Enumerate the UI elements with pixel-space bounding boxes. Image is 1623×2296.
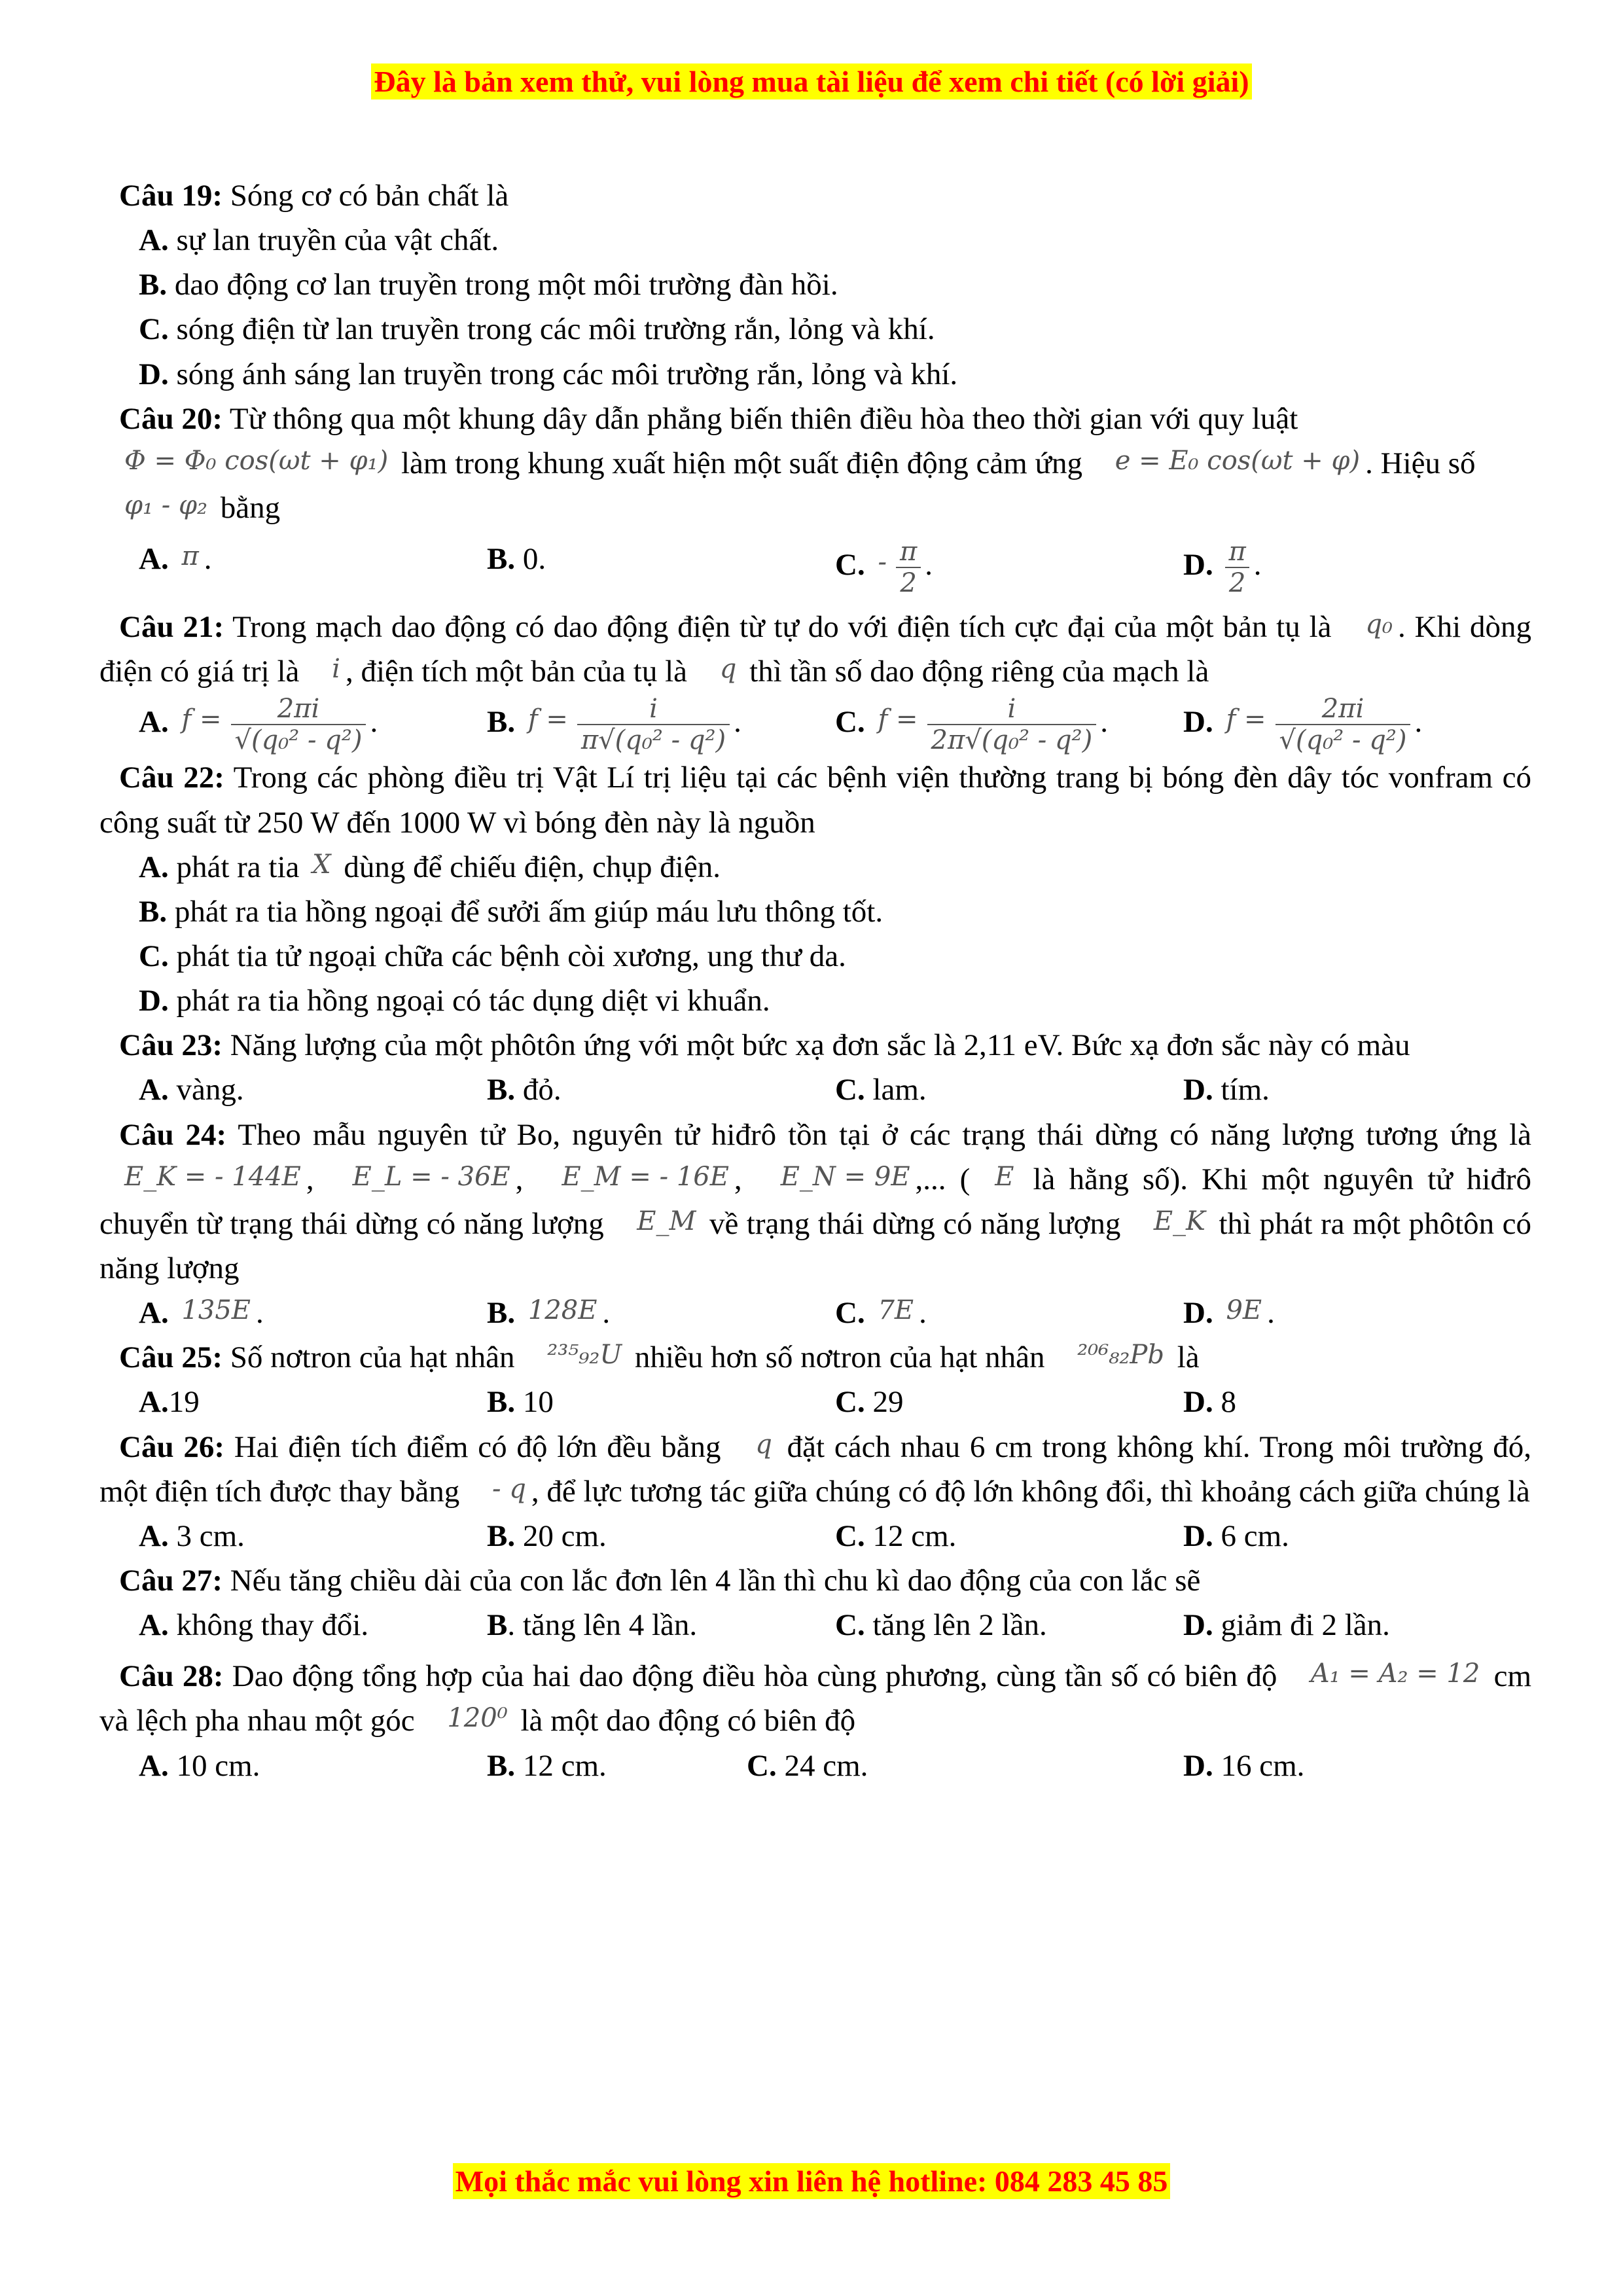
question-28-options <box>99 1744 1531 1788</box>
question-23-option-a <box>139 1067 487 1112</box>
text-q20-stem1: Từ thông qua một khung dây dẫn phẳng biến thiên điều hòa theo thời gian với quy luật <box>222 401 1298 436</box>
text-fragment <box>1224 537 1249 598</box>
text-q22-a: A. <box>139 850 169 884</box>
text-q27-stem: Nếu tăng chiều dài của con lắc đơn lên 4 lần thì chu kì dao động của con lắc sẽ <box>222 1563 1201 1598</box>
text-q26-d-t: 6 cm. <box>1213 1518 1289 1553</box>
text-q24-stem2: ,... ( <box>915 1162 971 1196</box>
text-q27-a-t: không thay đổi. <box>168 1608 369 1643</box>
text-q28-m1: A₁ = A₂ = 12 <box>1310 1659 1480 1689</box>
question-28-number: Câu 28: <box>119 1659 224 1694</box>
text-q26-m2: - q <box>491 1473 526 1504</box>
text-q21-a: A. <box>139 705 169 740</box>
text-q23-b: B. <box>487 1073 516 1107</box>
text-q21-m2: i <box>332 654 340 685</box>
text-q24-dot: . <box>1267 1296 1275 1331</box>
question-22-stem <box>99 755 1531 844</box>
text-q20-c: C. <box>835 547 865 582</box>
question-21-option-a <box>139 694 487 755</box>
text-q19-c-t: sóng điện từ lan truyền trong các môi trường rắn, lỏng và khí. <box>168 312 935 347</box>
text-q24-sep: , <box>306 1162 314 1196</box>
text-q24-stem4: về trạng thái dừng có năng lượng <box>701 1206 1129 1241</box>
text-q26-stem3: , để lực tương tác giữa chúng có độ lớn không đổi, thì khoảng cách giữa chúng là <box>531 1474 1530 1509</box>
text-q24-m7: E_K <box>1153 1206 1205 1236</box>
text-q21-d-lhs: f = <box>1226 704 1266 735</box>
text-q20-d: D. <box>1183 547 1213 582</box>
question-26-stem <box>99 1425 1531 1514</box>
text-q21-a-num: 2πi <box>277 694 320 725</box>
question-22-option-a <box>99 845 1531 889</box>
text-q25-b: B. <box>487 1385 516 1420</box>
text-q19-b-t: dao động cơ lan truyền trong một môi trường đàn hồi. <box>167 268 838 302</box>
text-q24-stem5: thì phát ra một phôtôn có năng lượng <box>99 1206 1531 1285</box>
question-19-option-d <box>99 352 1531 397</box>
text-q25-stem1: Số nơtron của hạt nhân <box>222 1340 523 1375</box>
text-q19-a-t: sự lan truyền của vật chất. <box>168 223 499 258</box>
text-q26-c-t: 12 cm. <box>865 1518 957 1553</box>
text-q25-d-t: 8 <box>1213 1385 1236 1420</box>
text-q20-d-num: π <box>1228 537 1246 567</box>
text-q21-b-num: i <box>649 694 658 725</box>
text-q21-d-num: 2πi <box>1321 694 1364 725</box>
text-q21-d-den: √(q₀² - q²) <box>1275 724 1411 755</box>
question-28-option-c <box>747 1744 1183 1788</box>
question-27-number: Câu 27: <box>119 1563 223 1598</box>
text-q25-stem3: là <box>1169 1340 1200 1375</box>
text-fragment <box>577 694 730 755</box>
question-28-option-d <box>1183 1744 1531 1788</box>
text-q21-a-den: √(q₀² - q²) <box>231 724 366 755</box>
text-q20-d-den: 2 <box>1225 567 1249 598</box>
text-q28-b-t: 12 cm. <box>515 1748 607 1783</box>
text-q24-b-m: 128E <box>527 1295 597 1326</box>
text-q24-m5: E <box>995 1161 1014 1192</box>
text-q24-dot: . <box>919 1296 927 1331</box>
text-fragment <box>927 694 1097 755</box>
question-23-stem <box>99 1023 1531 1067</box>
preview-notice-banner <box>0 60 1623 104</box>
text-q21-b-lhs: f = <box>527 704 568 735</box>
text-q21-dot: . <box>1100 705 1108 740</box>
phase-difference-formula: φ₁ - φ₂ <box>124 490 208 520</box>
question-26-number: Câu 26: <box>119 1429 225 1464</box>
question-26-option-d <box>1183 1514 1531 1558</box>
text-q22-c-t: phát tia tử ngoại chữa các bệnh còi xương, ung thư da. <box>168 939 846 973</box>
text-q27-a: A. <box>139 1608 169 1643</box>
question-28-option-a <box>139 1744 487 1788</box>
text-q22-a-t1: phát ra tia <box>168 850 308 884</box>
text-q21-stem4: thì tần số dao động riêng của mạch là <box>741 655 1209 689</box>
text-q19-d-t: sóng ánh sáng lan truyền trong các môi trường rắn, lỏng và khí. <box>168 357 958 391</box>
question-24-stem <box>99 1113 1531 1291</box>
text-q24-a: A. <box>139 1296 169 1331</box>
text-q21-dot: . <box>734 705 741 740</box>
text-q26-c: C. <box>835 1518 865 1553</box>
text-q23-c: C. <box>835 1073 865 1107</box>
text-q21-d: D. <box>1183 705 1213 740</box>
question-19-option-a <box>99 218 1531 262</box>
hotline-notice-text: Mọi thắc mắc vui lòng xin liên hệ hotline: 084 283 45 85 <box>453 2163 1171 2199</box>
question-23-number: Câu 23: <box>119 1028 223 1063</box>
text-q21-dot: . <box>1414 705 1423 740</box>
question-19-option-c <box>99 307 1531 351</box>
question-24-number: Câu 24: <box>119 1117 227 1152</box>
text-q27-b: B <box>487 1608 508 1643</box>
text-q25-d: D. <box>1183 1385 1213 1420</box>
text-q24-m3: E_M = - 16E <box>562 1161 729 1192</box>
text-q20-a: A. <box>139 542 169 577</box>
text-q26-a: A. <box>139 1518 169 1553</box>
text-q28-m2: 120⁰ <box>447 1703 508 1734</box>
text-q25-stem2: nhiều hơn số nơtron của hạt nhân <box>627 1340 1053 1375</box>
text-q27-c-t: tăng lên 2 lần. <box>865 1608 1047 1643</box>
question-23-option-c <box>835 1067 1183 1112</box>
question-20-option-c <box>835 537 1183 598</box>
question-21-options <box>99 694 1531 755</box>
text-q20-stem3: . Hiệu số <box>1365 446 1476 480</box>
text-q21-stem3: , điện tích một bản của tụ là <box>345 655 695 689</box>
text-q24-a-m: 135E <box>181 1295 251 1326</box>
text-q28-a: A. <box>139 1748 169 1783</box>
text-q19-b: B. <box>139 268 168 302</box>
question-23-options <box>99 1067 1531 1112</box>
text-q25-c-t: 29 <box>865 1385 904 1420</box>
question-19-option-b <box>99 262 1531 307</box>
text-fragment <box>1275 694 1411 755</box>
question-20-option-b <box>487 537 835 598</box>
question-20-number: Câu 20: <box>119 401 223 436</box>
question-20-options <box>99 537 1531 598</box>
text-q20-c-num: π <box>899 537 918 567</box>
text-q25-c: C. <box>835 1385 865 1420</box>
text-q26-b-t: 20 cm. <box>515 1518 607 1553</box>
text-q23-a-t: vàng. <box>168 1073 244 1107</box>
text-q21-stem1: Trong mạch dao động có dao động điện từ tự do với điện tích cực đại của một bản tụ là <box>224 610 1341 645</box>
question-27-option-c <box>835 1603 1183 1647</box>
text-q21-m1: q₀ <box>1365 609 1393 640</box>
question-22-option-d <box>99 978 1531 1023</box>
text-q22-b: B. <box>139 894 168 929</box>
text-q28-stem2: cm và lệch pha nhau một góc <box>99 1659 1532 1738</box>
text-q26-a-t: 3 cm. <box>168 1518 245 1553</box>
text-q27-d-t: giảm đi 2 lần. <box>1213 1608 1390 1643</box>
text-q24-stem1: Theo mẫu nguyên tử Bo, nguyên tử hiđrô tồn tại ở các trạng thái dừng có năng lượng tương ứng là <box>226 1117 1531 1152</box>
question-24-option-a <box>139 1291 487 1335</box>
text-q22-d-t: phát ra tia hồng ngoại có tác dụng diệt vi khuẩn. <box>168 984 770 1018</box>
question-22-number: Câu 22: <box>119 761 224 795</box>
text-q20-b: B. <box>487 542 516 577</box>
text-q24-m2: E_L = - 36E <box>352 1161 510 1192</box>
text-q21-c: C. <box>835 705 865 740</box>
question-26-option-a <box>139 1514 487 1558</box>
text-q27-c: C. <box>835 1608 865 1643</box>
question-25-number: Câu 25: <box>119 1340 223 1375</box>
question-27-option-a <box>139 1603 487 1647</box>
text-q22-a-t2: dùng để chiếu điện, chụp điện. <box>336 850 721 884</box>
document-body <box>99 173 1531 1788</box>
text-q20-c-t: . <box>925 547 933 582</box>
emf-formula: e = E₀ cos(ωt + φ) <box>1115 445 1361 476</box>
question-26-option-b <box>487 1514 835 1558</box>
text-q20-a-m: π <box>181 541 199 572</box>
text-q20-c-den: 2 <box>896 567 920 598</box>
lead-nuclide: ²⁰⁶₈₂Pb <box>1077 1340 1164 1371</box>
text-fragment <box>231 694 366 755</box>
question-21-option-c <box>835 694 1183 755</box>
text-q21-stem2: . Khi dòng điện có giá trị là <box>99 610 1532 689</box>
text-q20-stem2: làm trong khung xuất hiện một suất điện động cảm ứng <box>393 446 1090 480</box>
question-26-option-c <box>835 1514 1183 1558</box>
text-q25-a: A. <box>139 1385 169 1420</box>
text-q26-stem1: Hai điện tích điểm có độ lớn đều bằng <box>224 1429 731 1464</box>
text-q21-c-lhs: f = <box>878 704 918 735</box>
text-q22-b-t: phát ra tia hồng ngoại để sưởi ấm giúp máu lưu thông tốt. <box>167 894 883 929</box>
text-q22-a-m: X <box>312 849 331 880</box>
question-22-option-c <box>99 934 1531 978</box>
text-q26-d: D. <box>1183 1518 1213 1553</box>
text-q19-a: A. <box>139 223 169 258</box>
question-20-stem <box>99 397 1531 530</box>
text-q20-a-t: . <box>204 542 212 577</box>
text-q28-a-t: 10 cm. <box>168 1748 260 1783</box>
uranium-nuclide: ²³⁵₉₂U <box>547 1340 622 1371</box>
hotline-notice-banner <box>0 2160 1623 2204</box>
text-q28-stem3: là một dao động có biên độ <box>512 1704 856 1738</box>
question-19-number: Câu 19: <box>119 179 223 213</box>
text-q20-d-t: . <box>1253 547 1262 582</box>
text-q21-a-lhs: f = <box>181 704 222 735</box>
question-27-stem <box>99 1558 1531 1603</box>
text-q23-d: D. <box>1183 1073 1213 1107</box>
text-q24-m6: E_M <box>637 1206 696 1236</box>
question-25-stem <box>99 1335 1531 1380</box>
text-q25-b-t: 10 <box>515 1385 554 1420</box>
text-fragment <box>896 537 921 598</box>
text-q28-c-t: 24 cm. <box>776 1748 868 1783</box>
question-23-option-b <box>487 1067 835 1112</box>
question-24-option-d <box>1183 1291 1531 1335</box>
text-q24-stem3: là hằng số). Khi một nguyên tử hiđrô chuyển từ trạng thái dừng có năng lượng <box>99 1162 1532 1241</box>
text-q24-b: B. <box>487 1296 516 1331</box>
text-q28-d: D. <box>1183 1748 1213 1783</box>
text-q23-a: A. <box>139 1073 169 1107</box>
question-20-option-a <box>139 537 487 598</box>
text-q23-stem: Năng lượng của một phôtôn ứng với một bức xạ đơn sắc là 2,11 eV. Bức xạ đơn sắc này có màu <box>222 1028 1410 1063</box>
question-21-number: Câu 21: <box>119 610 224 645</box>
text-q22-c: C. <box>139 939 169 973</box>
question-28-stem <box>99 1654 1531 1743</box>
text-q24-sep: , <box>515 1162 524 1196</box>
question-25-option-c <box>835 1380 1183 1424</box>
question-27-option-d <box>1183 1603 1531 1647</box>
text-q22-stem: Trong các phòng điều trị Vật Lí trị liệu tại các bệnh viện thường trang bị bóng đèn dây tóc vonfram có công suất từ 250 W đến 1000 W vì bóng đèn này là nguồn <box>99 761 1531 840</box>
question-24-option-c <box>835 1291 1183 1335</box>
question-27-option-b <box>487 1603 835 1647</box>
text-q24-m1: E_K = - 144E <box>124 1161 301 1192</box>
text-q26-b: B. <box>487 1518 516 1553</box>
question-24-option-b <box>487 1291 835 1335</box>
text-q27-b-t: . tăng lên 4 lần. <box>507 1608 698 1643</box>
question-21-stem <box>99 605 1531 694</box>
text-q19-d: D. <box>139 357 169 391</box>
text-q21-b-den: π√(q₀² - q²) <box>577 724 730 755</box>
text-q20-c-pre: - <box>878 547 887 577</box>
text-q28-c: C. <box>747 1748 777 1783</box>
text-q21-dot: . <box>370 705 378 740</box>
question-22-option-b <box>99 889 1531 934</box>
question-20-option-d <box>1183 537 1531 598</box>
text-q28-d-t: 16 cm. <box>1213 1748 1305 1783</box>
question-26-options <box>99 1514 1531 1558</box>
question-25-option-b <box>487 1380 835 1424</box>
question-28-option-b <box>487 1744 747 1788</box>
text-q24-dot: . <box>256 1296 264 1331</box>
text-q20-b-t: 0. <box>515 542 546 577</box>
text-q24-d-m: 9E <box>1226 1295 1262 1326</box>
question-25-option-d <box>1183 1380 1531 1424</box>
text-q28-b: B. <box>487 1748 516 1783</box>
text-q19-c: C. <box>139 312 169 347</box>
text-q28-stem1: Dao động tổng hợp của hai dao động điều hòa cùng phương, cùng tần số có biên độ <box>223 1659 1286 1694</box>
text-q24-c: C. <box>835 1296 865 1331</box>
text-q21-c-den: 2π√(q₀² - q²) <box>927 724 1097 755</box>
text-q21-c-num: i <box>1007 694 1016 725</box>
question-19-stem <box>99 173 1531 218</box>
text-q20-stem4: bằng <box>213 490 281 525</box>
question-21-option-d <box>1183 694 1531 755</box>
text-q24-m4: E_N = 9E <box>780 1161 910 1192</box>
text-q25-a-t: 19 <box>168 1385 200 1420</box>
text-q26-stem2: đặt cách nhau 6 cm trong không khí. Trong môi trường đó, một điện tích được thay bằng <box>99 1429 1531 1509</box>
flux-formula: Φ = Φ₀ cos(ωt + φ₁) <box>124 445 389 476</box>
text-q24-sep: , <box>734 1162 742 1196</box>
question-23-option-d <box>1183 1067 1531 1112</box>
text-q24-c-m: 7E <box>878 1295 914 1326</box>
text-q26-m1: q <box>755 1429 772 1460</box>
text-q22-d: D. <box>139 984 169 1018</box>
question-25-options <box>99 1380 1531 1424</box>
question-27-options <box>99 1603 1531 1647</box>
text-q21-b: B. <box>487 705 516 740</box>
question-19-text: Sóng cơ có bản chất là <box>222 179 509 213</box>
question-25-option-a <box>139 1380 487 1424</box>
text-q23-d-t: tím. <box>1213 1073 1270 1107</box>
text-q23-b-t: đỏ. <box>515 1073 562 1107</box>
text-q27-d: D. <box>1183 1608 1213 1643</box>
text-q24-d: D. <box>1183 1296 1213 1331</box>
question-21-option-b <box>487 694 835 755</box>
question-24-options <box>99 1291 1531 1335</box>
text-q24-dot: . <box>602 1296 611 1331</box>
preview-notice-text: Đây là bản xem thử, vui lòng mua tài liệu để xem chi tiết (có lời giải) <box>371 63 1251 99</box>
text-q21-m3: q <box>719 654 737 685</box>
text-q23-c-t: lam. <box>865 1073 927 1107</box>
